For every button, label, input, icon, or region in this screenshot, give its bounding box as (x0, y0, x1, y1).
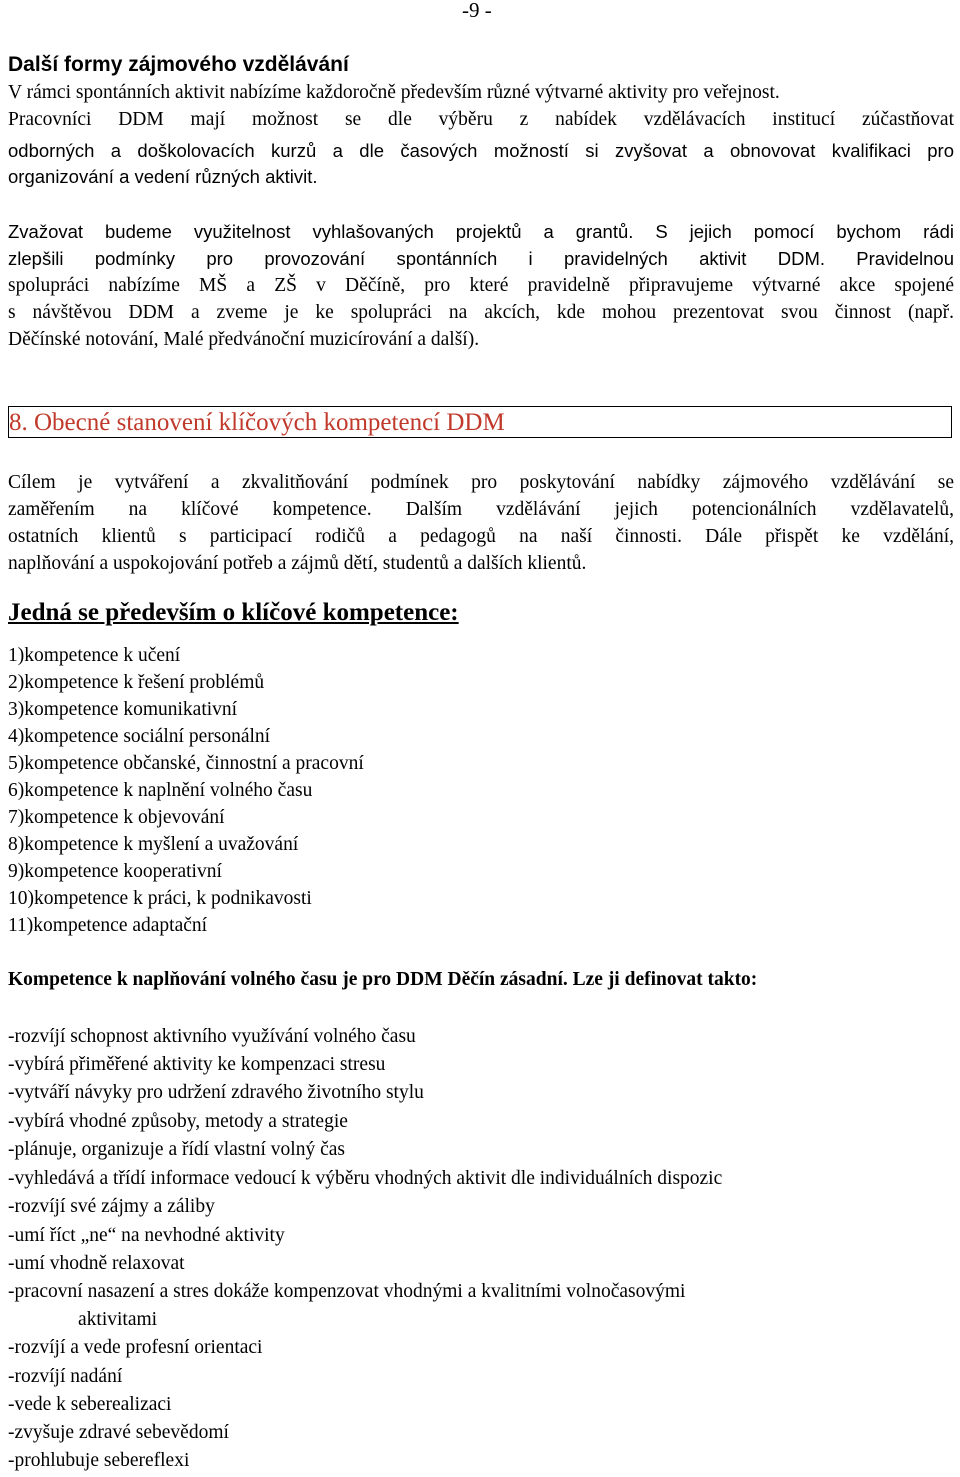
paragraph-line: zlepšili podmínky pro provozování spontánních i pravidelných aktivit DDM. Pravidelnou (8, 248, 954, 269)
competence-item: 8)kompetence k myšlení a uvažování (8, 834, 299, 855)
paragraph-line: Děčínské notování, Malé předvánoční muzicírování a další). (8, 329, 480, 350)
competences-heading: Jedná se především o klíčové kompetence: (8, 599, 459, 626)
free-time-item: -umí vhodně relaxovat (8, 1253, 185, 1274)
free-time-heading: Kompetence k naplňování volného času je pro DDM Děčín zásadní. Lze ji definovat takto: (8, 969, 758, 990)
competence-item: 9)kompetence kooperativní (8, 861, 222, 882)
section-title-other-forms: Další formy zájmového vzdělávání (8, 53, 349, 76)
competence-item: 10)kompetence k práci, k podnikavosti (8, 888, 312, 909)
heading-number: 8. (9, 409, 28, 436)
section-heading-8 (8, 406, 952, 438)
competence-item: 2)kompetence k řešení problémů (8, 672, 265, 693)
page-number: -9 - (462, 0, 492, 22)
paragraph-line: naplňování a uspokojování potřeb a zájmů dětí, studentů a dalších klientů. (8, 553, 587, 574)
competence-item: 5)kompetence občanské, činnostní a pracovní (8, 753, 364, 774)
free-time-item: -vede k seberealizaci (8, 1394, 172, 1415)
competence-item: 11)kompetence adaptační (8, 915, 208, 936)
competence-item: 3)kompetence komunikativní (8, 699, 238, 720)
free-time-item: -umí říct „ne“ na nevhodné aktivity (8, 1225, 285, 1246)
free-time-item: -vyhledává a třídí informace vedoucí k výběru vhodných aktivit dle individuálních dispozic (8, 1168, 723, 1189)
free-time-item: -pracovní nasazení a stres dokáže kompenzovat vhodnými a kvalitními volnočasovými (8, 1281, 686, 1302)
paragraph-line: s návštěvou DDM a zveme je ke spolupráci na akcích, kde mohou prezentovat svou činnost (např. (8, 302, 954, 323)
paragraph-line: V rámci spontánních aktivit nabízíme každoročně především různé výtvarné aktivity pro veřejnost. (8, 82, 780, 103)
free-time-item: -vybírá vhodné způsoby, metody a strategie (8, 1111, 348, 1132)
heading-title: Obecné stanovení klíčových kompetencí DDM (27, 409, 505, 436)
paragraph-line: odborných a doškolovacích kurzů a dle časových možností si zvyšovat a obnovovat kvalifikaci pro (8, 140, 954, 161)
paragraph-line: Zvažovat budeme využitelnost vyhlašovaných projektů a grantů. S jejich pomocí bychom rádi (8, 221, 954, 242)
free-time-item: -rozvíjí a vede profesní orientaci (8, 1337, 263, 1358)
free-time-item: -plánuje, organizuje a řídí vlastní volný čas (8, 1139, 346, 1160)
free-time-item: -rozvíjí nadání (8, 1366, 123, 1387)
competence-item: 4)kompetence sociální personální (8, 726, 271, 747)
free-time-item: -prohlubuje sebereflexi (8, 1450, 190, 1471)
paragraph-line: spolupráci nabízíme MŠ a ZŠ v Děčíně, pro které pravidelně připravujeme výtvarné akce spojené (8, 275, 954, 296)
paragraph-line: Cílem je vytváření a zkvalitňování podmínek pro poskytování nabídky zájmového vzdělávání se (8, 472, 954, 493)
competence-item: 7)kompetence k objevování (8, 807, 225, 828)
free-time-item: -vytváří návyky pro udržení zdravého životního stylu (8, 1082, 424, 1103)
competence-item: 1)kompetence k učení (8, 645, 181, 666)
paragraph-line: ostatních klientů s participací rodičů a pedagogů na naší činnosti. Dále přispět ke vzdělání, (8, 526, 954, 547)
free-time-item: -rozvíjí své zájmy a záliby (8, 1196, 215, 1217)
competence-item: 6)kompetence k naplnění volného času (8, 780, 313, 801)
paragraph-line: zaměřením na klíčové kompetence. Dalším vzdělávání jejich potencionálních vzdělavatelů, (8, 499, 954, 520)
free-time-item: -zvyšuje zdravé sebevědomí (8, 1422, 229, 1443)
paragraph-line: Pracovníci DDM mají možnost se dle výběru z nabídek vzdělávacích institucí zúčastňovat (8, 109, 954, 130)
free-time-item: -rozvíjí schopnost aktivního využívání volného času (8, 1026, 416, 1047)
free-time-item: -vybírá přiměřené aktivity ke kompenzaci stresu (8, 1054, 386, 1075)
free-time-item-continuation: aktivitami (78, 1309, 158, 1330)
paragraph-line: organizování a vedení různých aktivit. (8, 166, 318, 187)
